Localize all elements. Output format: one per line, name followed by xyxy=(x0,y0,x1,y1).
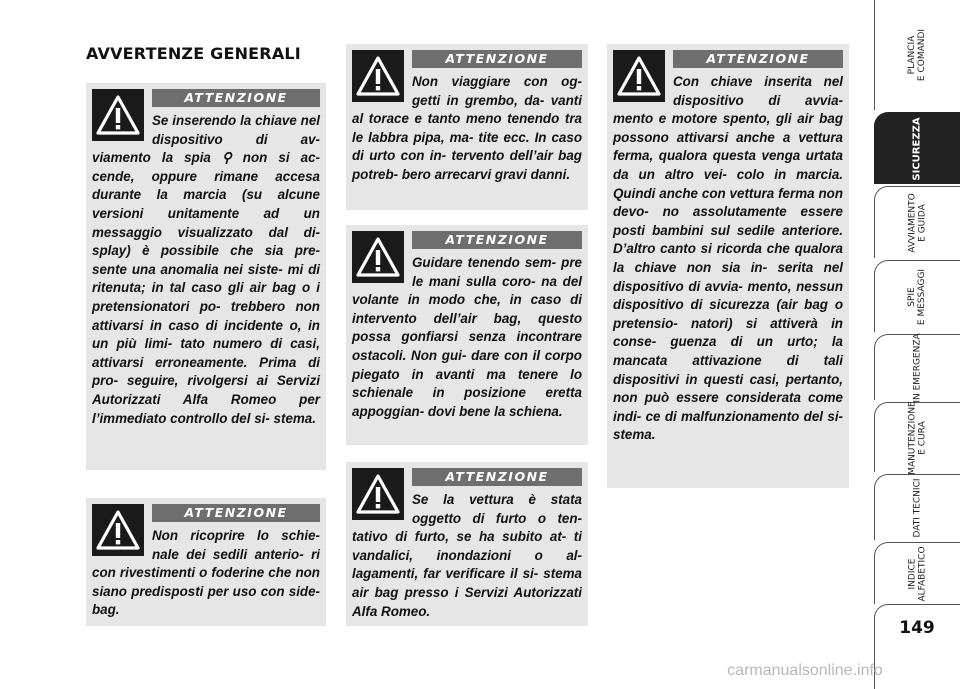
warning-box-seat-covers xyxy=(86,498,326,626)
warning-box-theft-flooding xyxy=(346,462,588,626)
attention-banner: ATTENZIONE xyxy=(673,50,843,68)
warning-triangle-icon xyxy=(352,231,404,283)
tab-label: SICUREZZA xyxy=(911,116,923,181)
warning-triangle-icon xyxy=(92,89,144,141)
page-number: 149 xyxy=(899,618,935,638)
warning-text: Se inserendo la chiave nel dispositivo di av- viamento la spia ⚲ non si ac- cende, oppure rimane accesa durante la marcia (su alcune versioni unitamente ad un messaggio visualizzato dal di- splay) è possibile che sia pre- sente una anomalia nei siste- mi di ritenuta; in tal caso gli air bag o i pretensionatori po- trebbero non attivarsi in caso di incidente o, in un più limi- tato numero di casi, attivarsi erroneamente. Prima di pro- seguire, rivolgersi ai Servizi Autorizzati Alfa Romeo per l’immediato controllo del si- stema. xyxy=(92,113,320,426)
attention-banner: ATTENZIONE xyxy=(152,89,320,107)
page-title: AVVERTENZE GENERALI xyxy=(86,44,301,63)
attention-banner: ATTENZIONE xyxy=(152,504,320,522)
warning-box-key-inserted xyxy=(607,44,849,488)
tab-sicurezza[interactable] xyxy=(874,112,960,184)
warning-triangle-icon xyxy=(92,504,144,556)
warning-box-steering-wheel xyxy=(346,225,588,445)
warning-text: Non viaggiare con og- getti in grembo, da- vanti al torace e tanto meno tenendo tra le labbra pipa, ma- tite ecc. In caso di urto con in- tervento dell’air bag potreb- bero arrecarvi gravi danni. xyxy=(352,74,582,182)
warning-triangle-icon xyxy=(352,50,404,102)
tab-label: INDICE ALFABETICO xyxy=(907,545,928,602)
tab-manutenzione-cura[interactable] xyxy=(874,400,960,475)
tab-spie-messaggi[interactable] xyxy=(874,260,960,332)
tab-label: PLANCIA E COMANDI xyxy=(907,28,928,82)
warning-text: Guidare tenendo sem- pre le mani sulla coro- na del volante in modo che, in caso di intervento dell’air bag, questo possa gonfiarsi senza incontrare ostacoli. Non gui- dare con il corpo piegato in avanti ma tenere lo schienale in posizione eretta appoggian- dovi bene la schiena. xyxy=(352,255,582,419)
warning-text: Con chiave inserita nel dispositivo di avvia- mento e motore spento, gli air bag possono attivarsi anche a vettura ferma, qualora questa venga urtata da un altro vei- colo in marcia. Quindi anche con vettura ferma non devo- no assolutamente essere posti bambini sul sedile anteriore. D’altro canto si ricorda che qualora la chiave non sia in- serita nel dispositivo di avvia- mento, nessun dispositivo di sicurezza (air bag o pretensio- natori) si attiverà in conse- guenza di un urto; la mancata attivazione di tali dispositivi in questi casi, pertanto, non può essere considerata come indi- ce di malfunzionamento del si- stema. xyxy=(613,74,843,443)
tab-plancia-comandi[interactable] xyxy=(874,0,960,110)
tab-label: MANUTENZIONE E CURA xyxy=(907,400,928,475)
tab-avviamento-guida[interactable] xyxy=(874,186,960,258)
watermark: carmanualsonline.info xyxy=(727,662,883,679)
tab-indice-alfabetico[interactable] xyxy=(874,542,960,604)
tab-label: DATI TECNICI xyxy=(912,477,923,538)
warning-triangle-icon xyxy=(613,50,665,102)
tab-dati-tecnici[interactable] xyxy=(874,474,960,540)
tab-label: IN EMERGENZA xyxy=(912,332,923,403)
warning-text: Se la vettura è stata oggetto di furto o ten- tativo di furto, se ha subito at- ti vandalici, inondazioni o al- lagamenti, far verificare il si- stema air bag presso i Servizi Autorizzati Alfa Romeo. xyxy=(352,492,582,619)
attention-banner: ATTENZIONE xyxy=(412,468,582,486)
tab-in-emergenza[interactable] xyxy=(874,332,960,403)
attention-banner: ATTENZIONE xyxy=(412,231,582,249)
warning-triangle-icon xyxy=(352,468,404,520)
attention-banner: ATTENZIONE xyxy=(412,50,582,68)
warning-box-ignition-lamp xyxy=(86,83,326,470)
tab-label: SPIE E MESSAGGI xyxy=(907,268,928,325)
warning-text: Non ricoprire lo schie- nale dei sedili anterio- ri con rivestimenti o foderine che non siano predisposti per uso con side-bag. xyxy=(92,528,320,618)
warning-box-objects-lap xyxy=(346,44,588,210)
tab-label: AVVIAMENTO E GUIDA xyxy=(907,192,928,253)
